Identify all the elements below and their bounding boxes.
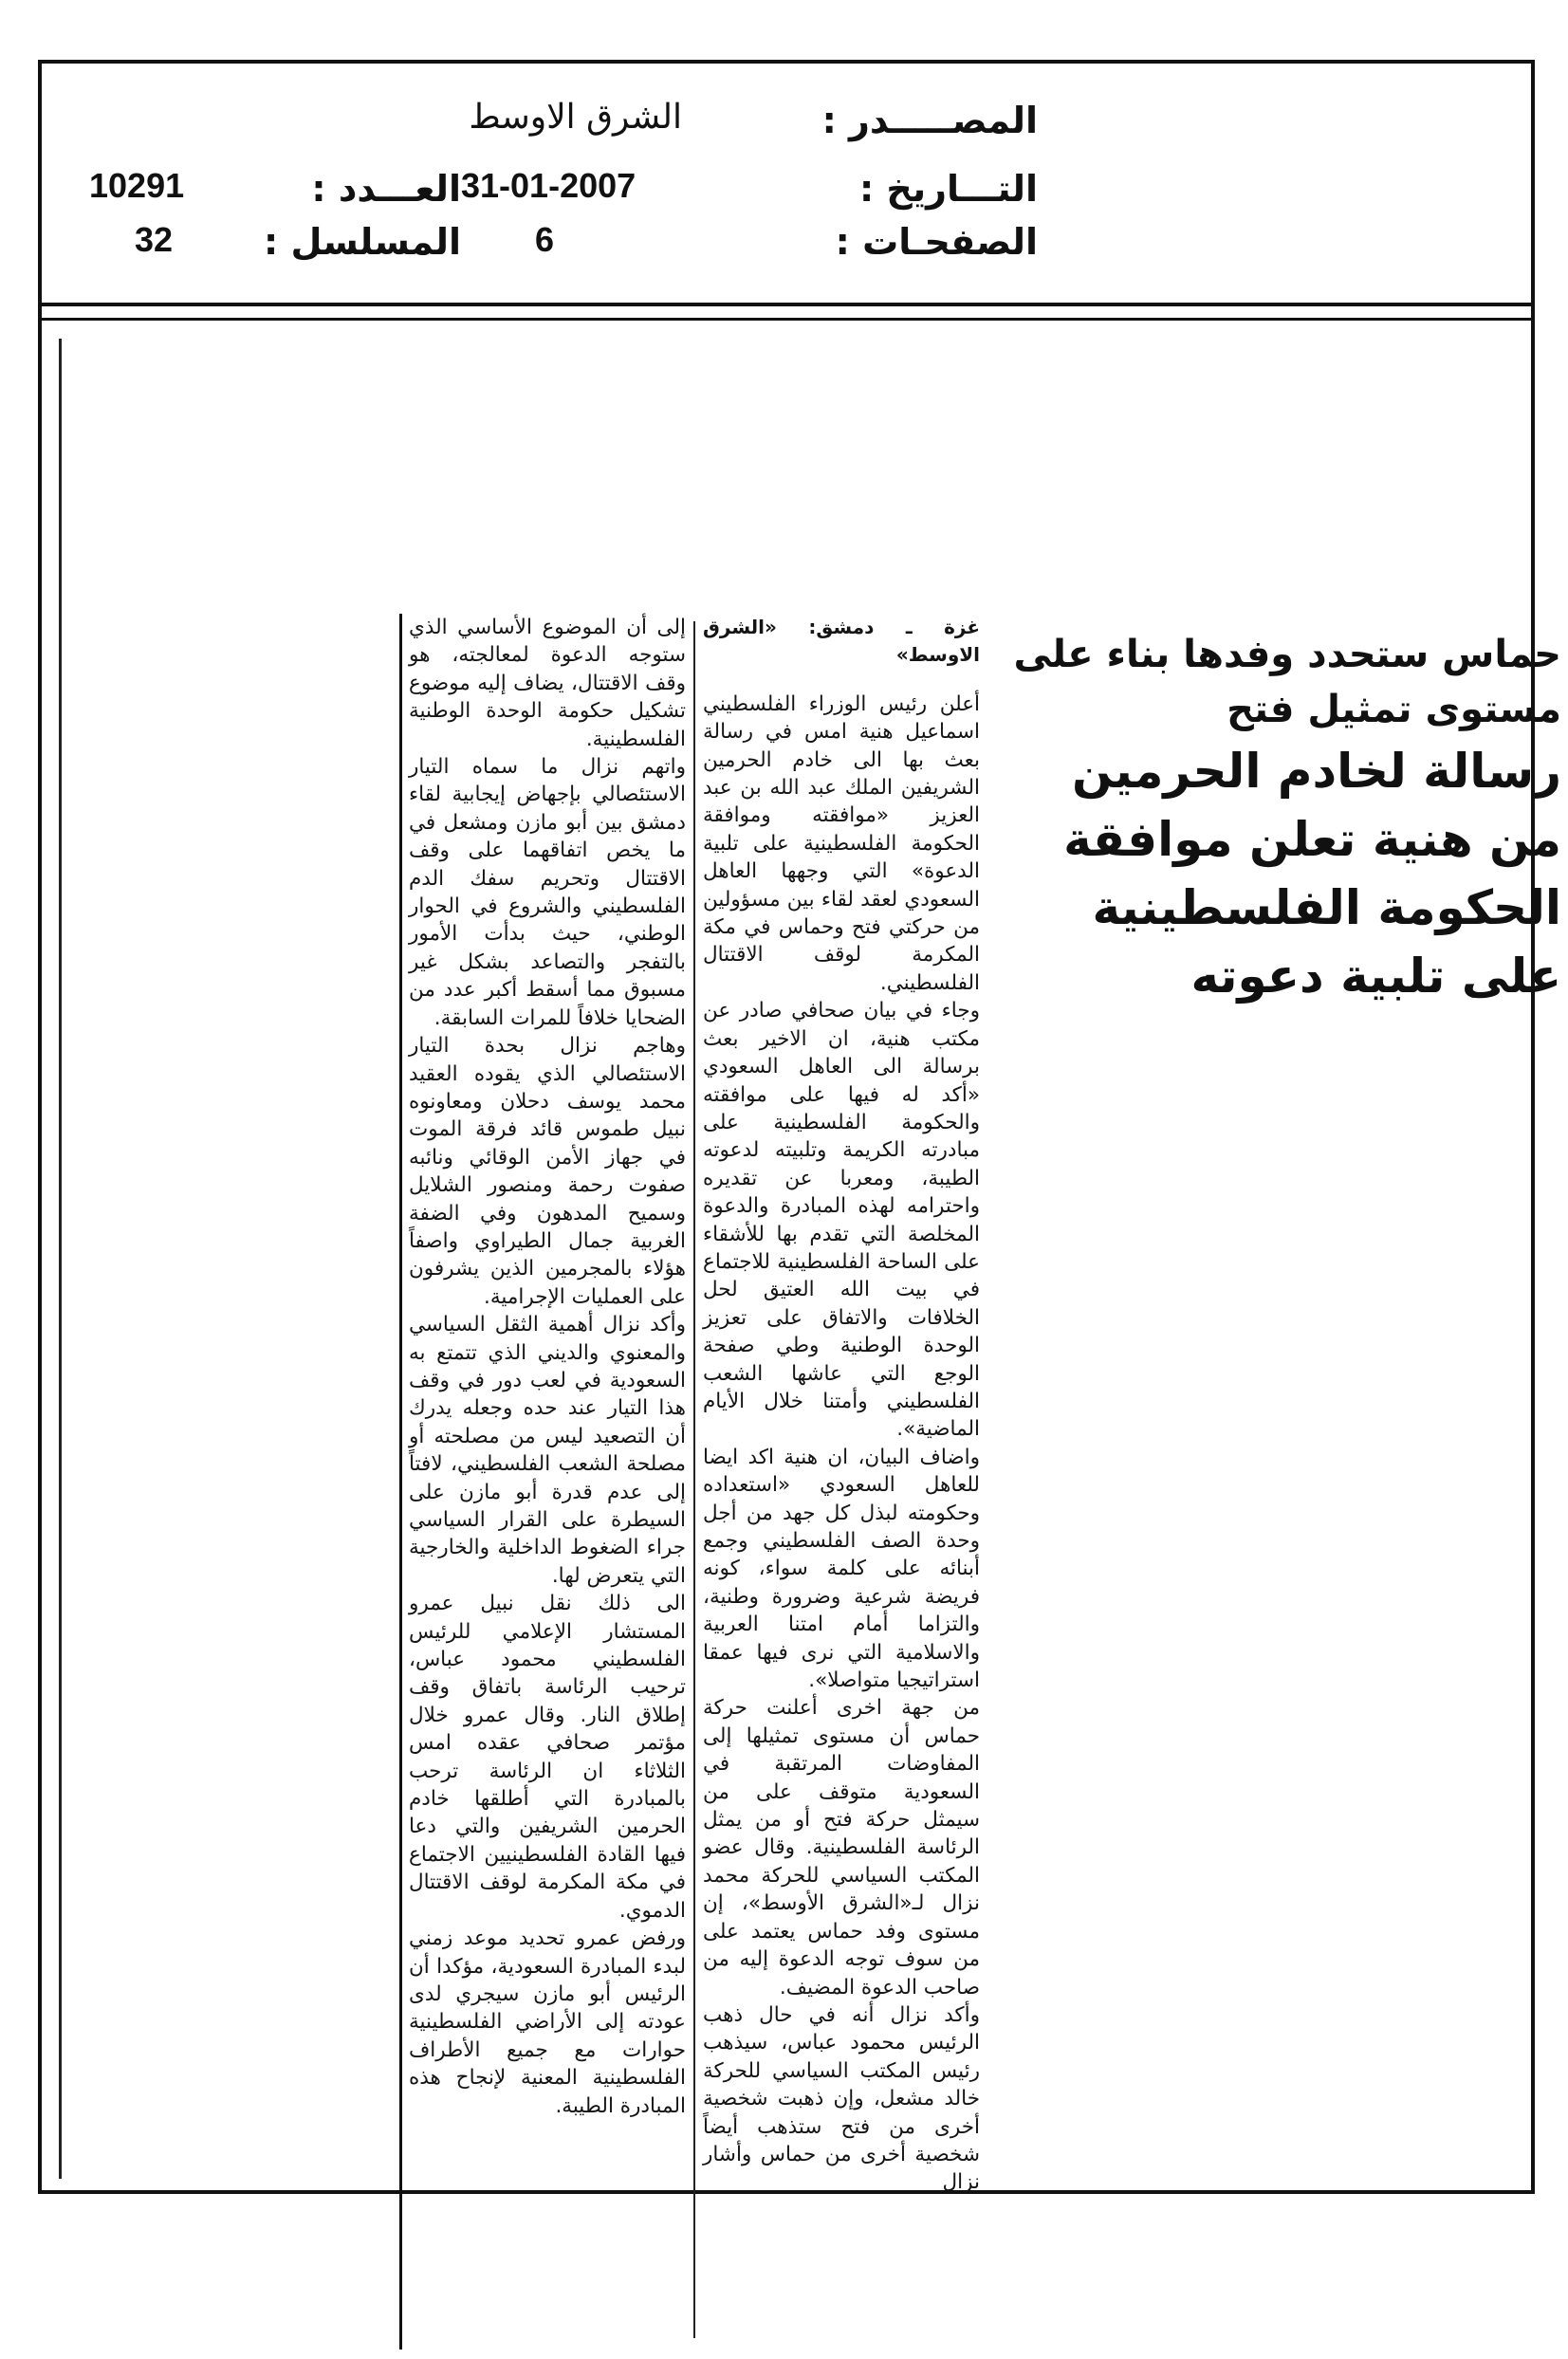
paragraph: واضاف البيان، ان هنية اكد ايضا للعاهل السعودي «استعداده وحكومته لبذل كل جهد من أجل وحدة الصف الفلسطيني وجمع أبنائه على كلمة سواء، كونه فريضة شرعية وضرورة وطنية، والتزاما أمام امتنا العربية والاسلامية التي نرى فيها عمقا استراتيجيا متواصلا». [703,1445,980,1693]
header-divider [42,303,1531,306]
news-article [399,614,1561,2359]
date-value: 31-01-2007 [461,166,636,205]
pages-label: الصفحـات : [835,221,1038,263]
paragraph: إلى أن الموضوع الأساسي الذي ستوجه الدعوة لمعالجته، هو وقف الاقتتال، يضاف إليه موضوع تشكيل حكومة الوحدة الوطنية الفلسطينية. [409,616,686,751]
paragraph: واتهم نزال ما سماه التيار الاستئصالي بإجهاض إيجابية لقاء دمشق بين أبو مازن ومشعل في ما يخص اتفاقهما على وقف الاقتتال وتحريم سفك الدم الفلسطيني والشروع في الحوار الوطني، حيث بدأت الأمور بالتفجر والتصاعد بشكل غير مسبوق مما أسقط أكبر عدد من الضحايا خلافاً للمرات السابقة. [409,755,686,1030]
headline-main-line-1: رسالة لخادم الحرمين من هنية تعلن موافقة [1063,744,1561,867]
source-value: الشرق الاوسط [469,98,682,137]
pages-value: 6 [535,220,555,259]
issue-label: العـــدد : [311,168,461,210]
paragraph: ورفض عمرو تحديد موعد زمني لبدء المبادرة السعودية، مؤكدا أن الرئيس أبو مازن سيجري لدى عودته إلى الأراضي الفلسطينية حوارات مع جميع الأطراف الفلسطينية المعنية لإنجاح هذه المبادرة الطيبة. [409,1926,686,2118]
paragraph: أعلن رئيس الوزراء الفلسطيني اسماعيل هنية امس في رسالة بعث بها الى خادم الحرمين الشريفين الملك عبد الله بن عبد العزيز «موافقته وموافقة الحكومة الفلسطينية على تلبية الدعوة» التي وجهها العاهل السعودي لعقد لقاء بين مسؤولين من حركتي فتح وحماس في مكة المكرمة لوقف الاقتتال الفلسطيني. [703,691,980,995]
content-area [59,339,1561,2195]
document-header [42,64,1531,306]
column-divider [693,621,695,2338]
headline-main-line-2: الحكومة الفلسطينية على تلبية دعوته [1092,880,1561,1004]
paragraph: وهاجم نزال بحدة التيار الاستئصالي الذي يقوده العقيد محمد يوسف دحلان ومعاونوه نبيل طموس قائد فرقة الموت في جهاز الأمن الوقائي ونائبه صفوت رحمة ومنصور الشلايل وسميح المدهون وفي الضفة الغربية جمال الطيراوي واصفاً هؤلاء بالمجرمين الذين يشرفون على العمليات الإجرامية. [409,1034,686,1309]
page-frame [38,60,1561,2195]
paragraph: الى ذلك نقل نبيل عمرو المستشار الإعلامي للرئيس الفلسطيني محمود عباس، ترحيب الرئاسة باتفاق وقف إطلاق النار. وقال عمرو خلال مؤتمر صحافي عقده امس الثلاثاء ان الرئاسة ترحب بالمبادرة التي أطلقها خادم الحرمين الشريفين والتي دعا فيها القادة الفلسطينيين الاجتماع في مكة المكرمة لوقف الاقتتال الدموي. [409,1592,686,1923]
dateline: غزة ـ دمشق: «الشرق الاوسط» [703,616,980,667]
header-divider-inner [42,318,1531,321]
article-column-1 [703,614,980,2197]
issue-value: 10291 [89,166,185,205]
paragraph: وأكد نزال أهمية الثقل السياسي والمعنوي والديني الذي تتمتع به السعودية في لعب دور في وقف هذا التيار عند حده وجعله يدرك أن التصعيد ليس من مصلحته أو مصلحة الشعب الفلسطيني، لافتاً إلى عدم قدرة أبو مازن على السيطرة على القرار السياسي جراء الضغوط الداخلية والخارجية التي يتعرض لها. [409,1313,686,1588]
column-edge-rule [399,614,402,2350]
headline-kicker: حماس ستحدد وفدها بناء على مستوى تمثيل فتح [1013,633,1561,731]
serial-label: المسلسل : [264,221,461,263]
headline-block [996,614,1568,1004]
article-column-2 [409,614,686,2120]
paragraph: وأكد نزال أنه في حال ذهب الرئيس محمود عباس، سيذهب رئيس المكتب السياسي للحركة خالد مشعل، وإن ذهبت شخصية أخرى من فتح ستذهب أيضاً شخصية أخرى من حماس وأشار نزال [703,2002,980,2195]
paragraph: من جهة اخرى أعلنت حركة حماس أن مستوى تمثيلها إلى المفاوضات المرتقبة في السعودية متوقف على من سيمثل حركة فتح أو من يمثل الرئاسة الفلسطينية. وقال عضو المكتب السياسي للحركة محمد نزال لـ«الشرق الأوسط»، إن مستوى وفد حماس يعتمد على من سوف توجه الدعوة إليه من صاحب الدعوة المضيف. [703,1696,980,2000]
serial-value: 32 [135,220,174,259]
paragraph: وجاء في بيان صحافي صادر عن مكتب هنية، ان الاخير بعث برسالة الى العاهل السعودي «أكد له فيها على موافقته والحكومة الفلسطينية على مبادرته الكريمة وتلبيته لدعوته الطيبة، ومعربا عن تقديره واحترامه لهذه المبادرة والدعوة المخلصة التي تقدم بها للأشقاء على الساحة الفلسطينية للاجتماع في بيت الله العتيق لحل الخلافات والاتفاق على تعزيز الوحدة الوطنية وطي صفحة الوجع التي عاشها الشعب الفلسطيني وأمتنا خلال الأيام الماضية». [703,999,980,1442]
source-label: المصـــــدر : [821,100,1038,141]
date-label: التـــاريخ : [859,168,1038,210]
